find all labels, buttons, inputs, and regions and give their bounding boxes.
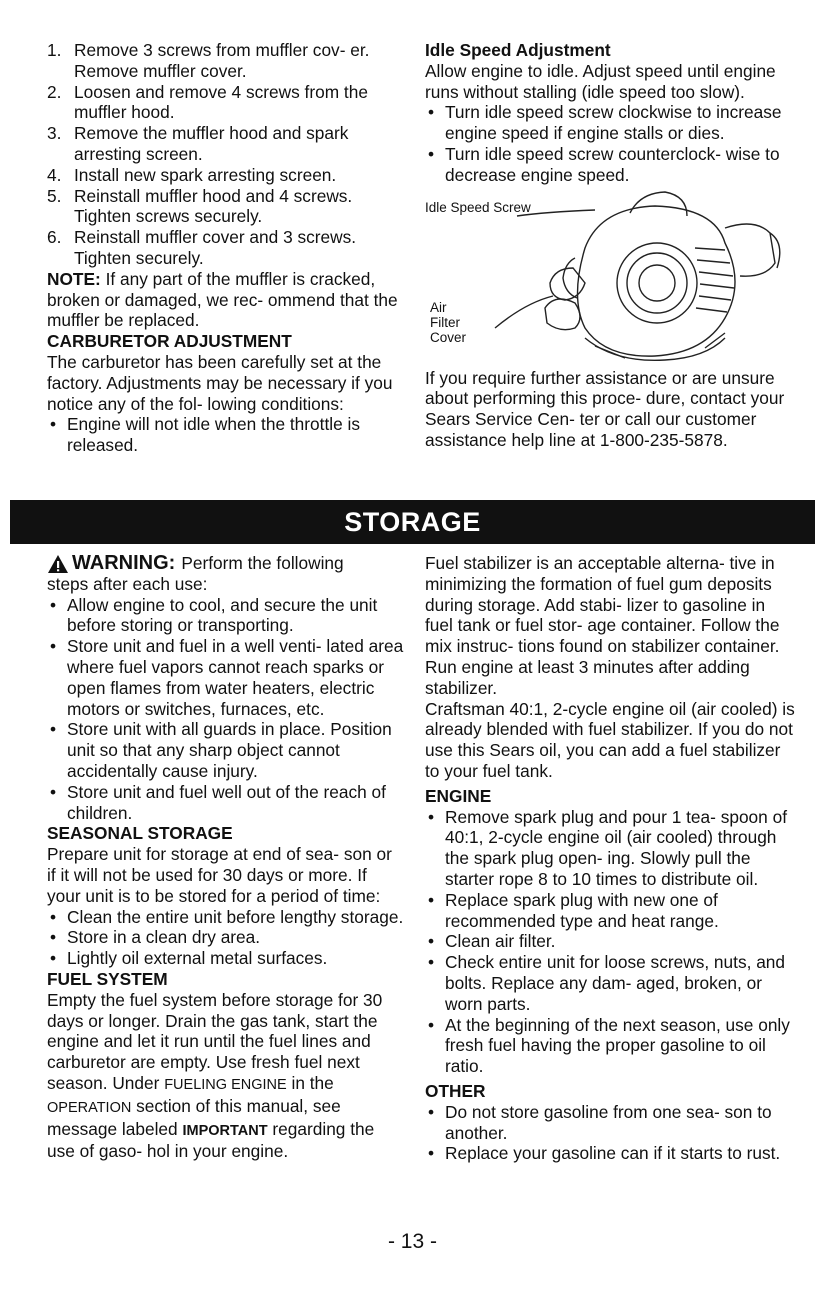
muffler-step (47, 123, 405, 165)
stabilizer-section (425, 553, 795, 1164)
bullet-mark: • (428, 806, 435, 827)
bullet-mark: • (428, 931, 435, 952)
bullet-mark: • (50, 719, 57, 740)
step-text: Install new spark arresting screen. (74, 164, 337, 185)
seasonal-bullet-item (47, 927, 405, 948)
stabilizer-p1: Fuel stabilizer is an acceptable alterna- tive in minimizing the formation of fuel gum deposits during storage. Add stabi- lizer to gasoline in fuel tank or fuel stor- age container. Follow the mix instruc- tions found on stabilizer container. Run engine at least 3 minutes after adding stabilizer. (425, 553, 780, 698)
warning-lead: Perform the following (181, 553, 344, 573)
assistance-text: If you require further assistance or are unsure about performing this proce- dure, contact your Sears Service Cen- ter or call our customer assistance help line at 1-800-235-5878. (425, 367, 785, 450)
idle-speed-screw-label: Idle Speed Screw (425, 199, 531, 215)
idle-bullet-text: Turn idle speed screw clockwise to increase engine speed if engine stalls or dies. (445, 102, 782, 144)
bullet-mark: • (428, 143, 435, 164)
warning-cont: steps after each use: (47, 573, 208, 594)
step-number: 4. (47, 164, 62, 185)
idle-bullet-text: Turn idle speed screw counterclock- wise to decrease engine speed. (445, 143, 780, 185)
engine-bullet-text: Remove spark plug and pour 1 tea- spoon of 40:1, 2-cycle engine oil (air cooled) through the spark plug open- ing. Slowly pull the starter rope 8 to 10 times to distribute oil. (445, 806, 787, 889)
idle-section (425, 40, 795, 451)
carburetor-bullet-item (47, 414, 405, 456)
engine-heading: ENGINE (425, 785, 492, 806)
engine-bullet-text: At the beginning of the next season, use only fresh fuel having the proper gasoline to oil ratio. (445, 1014, 790, 1077)
muffler-steps-list (47, 40, 405, 269)
operation-ref: OPERATION (47, 1099, 132, 1116)
step-text: Reinstall muffler hood and 4 screws. Tighten screws securely. (74, 185, 353, 227)
warning-bullet-text: Store unit and fuel well out of the reach of children. (67, 781, 386, 823)
engine-bullet-item (425, 931, 795, 952)
fuel-system-heading: FUEL SYSTEM (47, 968, 168, 989)
idle-bullets (425, 102, 795, 185)
idle-bullet-item (425, 144, 795, 186)
engine-bullet-item (425, 952, 795, 1014)
bullet-mark: • (428, 1101, 435, 1122)
muffler-step (47, 186, 405, 228)
air-filter-label-3: Cover (430, 329, 467, 345)
fuel-text-3: section of this manual, see message labeled (47, 1095, 341, 1139)
carburetor-text: The carburetor has been carefully set at the factory. Adjustments may be necessary if you notice any of the fol- lowing conditions: (47, 351, 393, 414)
step-number: 6. (47, 227, 62, 248)
note-text: If any part of the muffler is cracked, broken or damaged, we rec- ommend that the muffler be replaced. (47, 268, 398, 331)
bullet-mark: • (50, 414, 57, 435)
blower-engine-illustration (425, 188, 795, 368)
fuel-text-1: Empty the fuel system before storage for 30 days or longer. Drain the gas tank, start the engine and let it run until the fuel lines and carburetor are empty. Use fresh fuel next season. Under (47, 989, 383, 1093)
seasonal-bullet-item (47, 907, 405, 928)
idle-text: Allow engine to idle. Adjust speed until engine runs without stalling (idle speed too slow). (425, 60, 776, 102)
fuel-system-text (47, 990, 405, 1162)
warning-label: WARNING: (72, 552, 176, 574)
bullet-mark: • (50, 594, 57, 615)
step-text: Remove 3 screws from muffler cov- er. Remove muffler cover. (74, 40, 370, 81)
step-number: 2. (47, 81, 62, 102)
step-text: Reinstall muffler cover and 3 screws. Tighten securely. (74, 227, 357, 268)
warning-line (47, 553, 405, 574)
warning-icon (47, 554, 69, 574)
warning-bullet-item (47, 595, 405, 637)
bullet-mark: • (428, 952, 435, 973)
other-bullets (425, 1102, 795, 1164)
stabilizer-p2: Craftsman 40:1, 2-cycle engine oil (air cooled) is already blended with fuel stabilizer. If you do not use this Sears oil, you can add a fuel stabilizer to your fuel tank. (425, 698, 795, 781)
muffler-step (47, 227, 405, 269)
other-bullet-item (425, 1102, 795, 1144)
note-label: NOTE: (47, 268, 101, 289)
note-paragraph (47, 269, 405, 331)
bullet-mark: • (50, 636, 57, 657)
fueling-engine-ref: FUELING ENGINE (164, 1076, 287, 1093)
storage-banner: STORAGE (10, 500, 815, 544)
seasonal-bullets (47, 907, 405, 969)
carburetor-figure (425, 188, 795, 368)
bullet-mark: • (50, 927, 57, 948)
seasonal-bullet-text: Clean the entire unit before lengthy storage. (67, 906, 404, 927)
warning-bullet-item (47, 719, 405, 781)
engine-bullet-item (425, 1015, 795, 1077)
bullet-mark: • (50, 906, 57, 927)
warning-bullet-text: Allow engine to cool, and secure the unit before storing or transporting. (67, 594, 378, 636)
muffler-step (47, 40, 405, 82)
carburetor-heading: CARBURETOR ADJUSTMENT (47, 331, 292, 352)
carburetor-bullets (47, 414, 405, 456)
warning-bullet-text: Store unit with all guards in place. Position unit so that any sharp object cannot accidentally cause injury. (67, 719, 392, 781)
other-heading: OTHER (425, 1080, 486, 1101)
other-bullet-text: Replace your gasoline can if it starts to rust. (445, 1143, 781, 1164)
engine-bullet-text: Replace spark plug with new one of recommended type and heat range. (445, 889, 719, 931)
warning-bullet-item (47, 636, 405, 719)
warning-bullet-item (47, 782, 405, 824)
fuel-text-4: regarding the use of gaso- hol in your engine. (47, 1118, 375, 1162)
step-number: 1. (47, 40, 62, 60)
idle-heading: Idle Speed Adjustment (425, 40, 611, 60)
air-filter-label-1: Air (430, 299, 447, 315)
muffler-step (47, 82, 405, 124)
bullet-mark: • (50, 781, 57, 802)
idle-bullet-item (425, 102, 795, 144)
muffler-step (47, 165, 405, 186)
other-bullet-text: Do not store gasoline from one sea- son to another. (445, 1101, 772, 1143)
seasonal-bullet-text: Lightly oil external metal surfaces. (67, 948, 328, 969)
step-text: Remove the muffler hood and spark arresting screen. (74, 123, 349, 164)
carburetor-bullet-text: Engine will not idle when the throttle is released. (67, 414, 360, 456)
engine-bullet-item (425, 890, 795, 932)
warning-bullet-text: Store unit and fuel in a well venti- lated area where fuel vapors cannot reach sparks or open flames from water heaters, electric motors or switches, furnaces, etc. (67, 636, 404, 719)
engine-bullets (425, 807, 795, 1077)
engine-bullet-text: Clean air filter. (445, 931, 556, 952)
step-text: Loosen and remove 4 screws from the muffler hood. (74, 81, 368, 123)
page-number: - 13 - (387, 1230, 437, 1253)
muffler-section (47, 40, 405, 456)
warning-section (47, 553, 405, 1162)
seasonal-heading: SEASONAL STORAGE (47, 823, 233, 844)
air-filter-label-2: Filter (430, 314, 460, 330)
bullet-mark: • (50, 948, 57, 969)
other-bullet-item (425, 1143, 795, 1164)
bullet-mark: • (428, 102, 435, 123)
bullet-mark: • (428, 1014, 435, 1035)
step-number: 3. (47, 123, 62, 144)
warning-bullets (47, 595, 405, 824)
seasonal-text: Prepare unit for storage at end of sea- son or if it will not be used for 30 days or more. If your unit is to be stored for a period of time: (47, 844, 392, 906)
step-number: 5. (47, 185, 62, 206)
seasonal-bullet-text: Store in a clean dry area. (67, 927, 261, 948)
engine-bullet-item (425, 807, 795, 890)
bullet-mark: • (428, 889, 435, 910)
important-ref: IMPORTANT (182, 1122, 268, 1139)
bullet-mark: • (428, 1143, 435, 1164)
engine-bullet-text: Check entire unit for loose screws, nuts, and bolts. Replace any dam- aged, broken, or worn parts. (445, 952, 786, 1014)
fuel-text-2: in the (286, 1072, 334, 1093)
seasonal-bullet-item (47, 948, 405, 969)
